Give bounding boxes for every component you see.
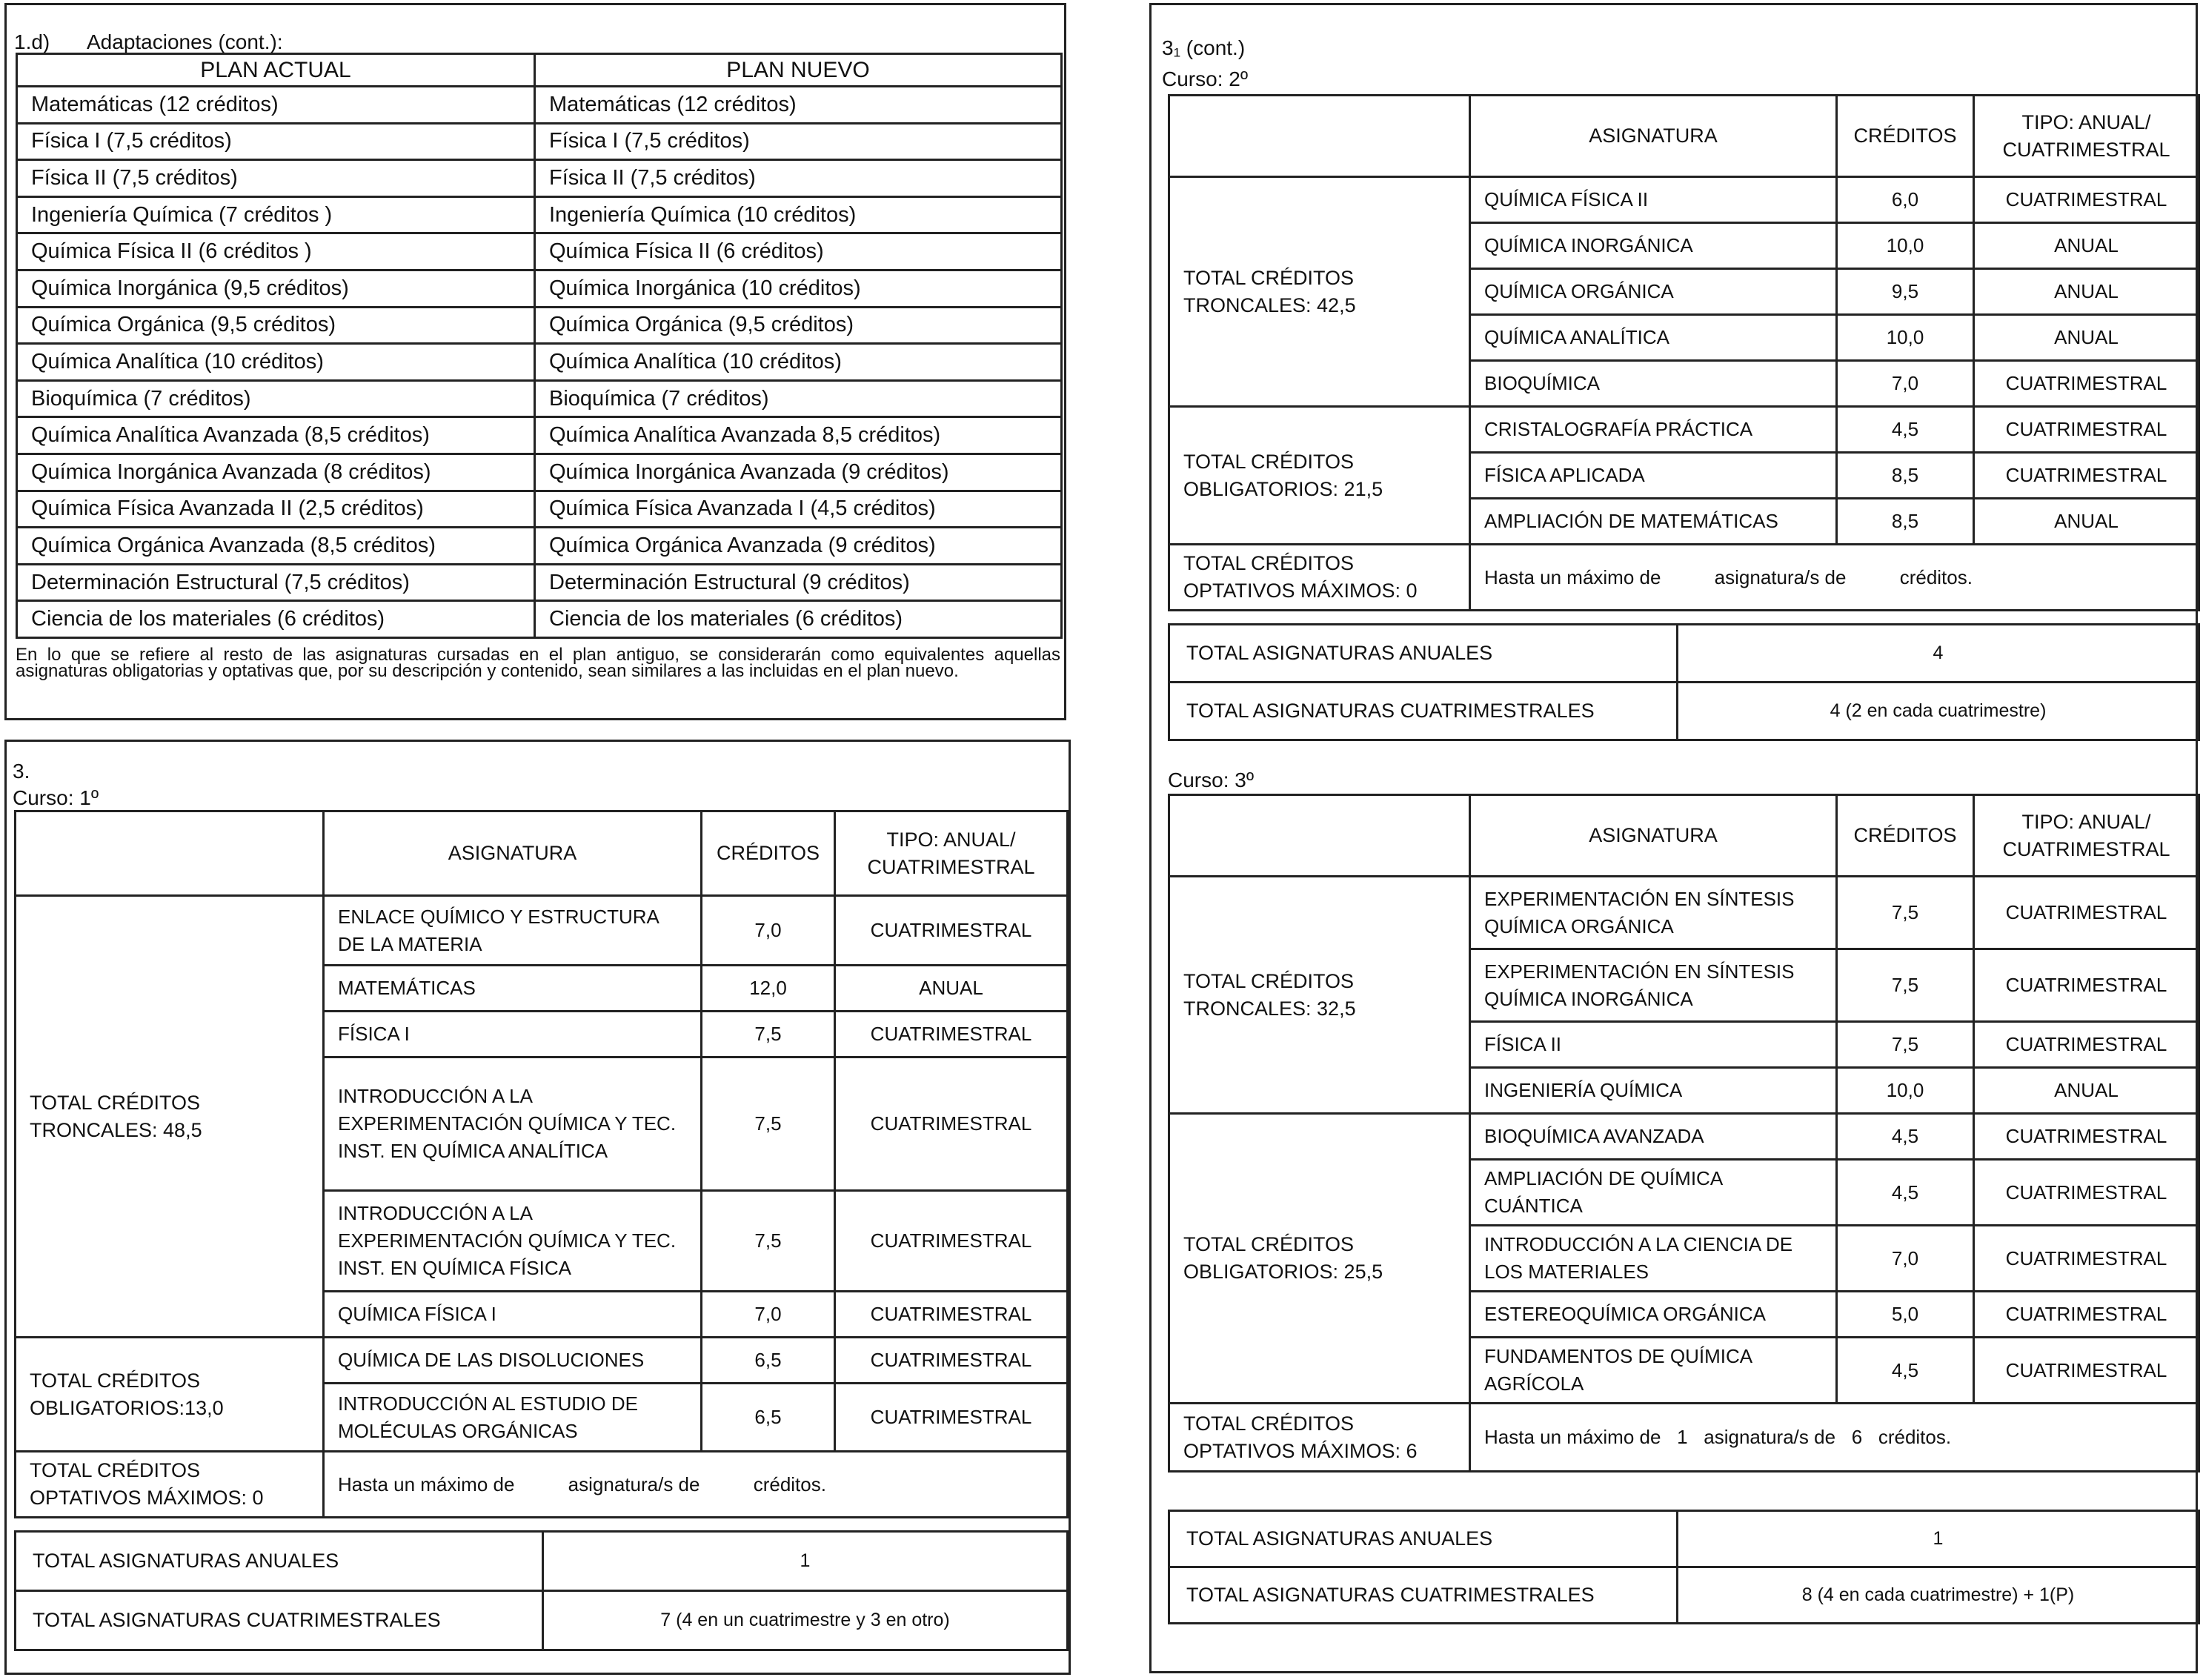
tipo-cell: ANUAL (1974, 269, 2199, 315)
asignatura-cell: INTRODUCCIÓN A LA CIENCIA DE LOS MATERIALES (1470, 1226, 1837, 1292)
curso2-troncales-label: TOTAL CRÉDITOS TRONCALES: 42,5 (1169, 177, 1470, 407)
tipo-cell: CUATRIMESTRAL (835, 1191, 1068, 1292)
creditos-cell: 7,0 (702, 1292, 835, 1338)
tipo-cell: ANUAL (1974, 223, 2199, 269)
curso3-optativos-row (1169, 1404, 2199, 1472)
plan-nuevo-cell: Química Inorgánica Avanzada (9 créditos) (535, 454, 1062, 491)
curso3-table (1168, 794, 2200, 1473)
adaptaciones-row (17, 601, 1062, 638)
creditos-cell: 4,5 (1837, 1160, 1974, 1226)
creditos-cell: 7,0 (1837, 1226, 1974, 1292)
curso1-cuatri-row (16, 1591, 1068, 1650)
adaptaciones-row (17, 123, 1062, 160)
curso1-optativos-label: TOTAL CRÉDITOS OPTATIVOS MÁXIMOS: 0 (16, 1452, 324, 1518)
asignatura-cell: FÍSICA II (1470, 1022, 1837, 1068)
asignatura-cell: INGENIERÍA QUÍMICA (1470, 1068, 1837, 1114)
plan-actual-cell: Química Inorgánica (9,5 créditos) (17, 270, 535, 307)
creditos-cell: 9,5 (1837, 269, 1974, 315)
asignatura-cell: EXPERIMENTACIÓN EN SÍNTESIS QUÍMICA INORGÁNICA (1470, 949, 1837, 1022)
adaptaciones-panel (4, 3, 1066, 720)
plan-actual-cell: Matemáticas (12 créditos) (17, 87, 535, 124)
creditos-cell: 7,5 (702, 1191, 835, 1292)
curso2-header-asignatura: ASIGNATURA (1470, 96, 1837, 177)
creditos-cell: 4,5 (1837, 1114, 1974, 1160)
curso2-anuales-value: 4 (1678, 625, 2199, 683)
plan-actual-cell: Ingeniería Química (7 créditos ) (17, 196, 535, 233)
curso2-header-creditos: CRÉDITOS (1837, 96, 1974, 177)
asignatura-cell: QUÍMICA FÍSICA I (324, 1292, 702, 1338)
creditos-cell: 6,0 (1837, 177, 1974, 223)
creditos-cell: 7,5 (1837, 949, 1974, 1022)
curso1-anuales-value: 1 (543, 1532, 1068, 1591)
tipo-cell: ANUAL (835, 966, 1068, 1012)
plan-nuevo-cell: Química Analítica (10 créditos) (535, 344, 1062, 381)
curso1-header-creditos: CRÉDITOS (702, 811, 835, 896)
curso1-obligatorios-row (16, 1338, 1068, 1384)
plan-nuevo-cell: Matemáticas (12 créditos) (535, 87, 1062, 124)
curso2-cuatri-label: TOTAL ASIGNATURAS CUATRIMESTRALES (1169, 683, 1678, 740)
tipo-cell: CUATRIMESTRAL (835, 1292, 1068, 1338)
curso1-curso: Curso: 1º (13, 786, 99, 809)
tipo-cell: ANUAL (1974, 1068, 2199, 1114)
plan-actual-cell: Determinación Estructural (7,5 créditos) (17, 564, 535, 601)
curso2-header-row (1169, 96, 2199, 177)
creditos-cell: 8,5 (1837, 499, 1974, 545)
asignatura-cell: CRISTALOGRAFÍA PRÁCTICA (1470, 407, 1837, 453)
creditos-cell: 7,5 (1837, 1022, 1974, 1068)
curso3-cuatri-value: 8 (4 en cada cuatrimestre) + 1(P) (1678, 1567, 2199, 1624)
curso2-cuatri-value: 4 (2 en cada cuatrimestre) (1678, 683, 2199, 740)
tipo-cell: CUATRIMESTRAL (835, 1338, 1068, 1384)
plan-actual-header: PLAN ACTUAL (17, 54, 535, 87)
plan-nuevo-cell: Química Física II (6 créditos) (535, 233, 1062, 270)
curso1-header-tipo: TIPO: ANUAL/ CUATRIMESTRAL (835, 811, 1068, 896)
adaptaciones-row (17, 196, 1062, 233)
adaptaciones-row (17, 270, 1062, 307)
creditos-cell: 10,0 (1837, 315, 1974, 361)
curso2-section: 3₁ (cont.) (1162, 36, 1246, 59)
curso3-header-creditos: CRÉDITOS (1837, 795, 1974, 877)
creditos-cell: 5,0 (1837, 1292, 1974, 1338)
curso1-panel (4, 740, 1071, 1675)
asignatura-cell: BIOQUÍMICA AVANZADA (1470, 1114, 1837, 1160)
curso2-header-blank (1169, 96, 1470, 177)
asignatura-cell: BIOQUÍMICA (1470, 361, 1837, 407)
asignatura-cell: EXPERIMENTACIÓN EN SÍNTESIS QUÍMICA ORGÁNICA (1470, 877, 1837, 949)
creditos-cell: 7,5 (702, 1012, 835, 1058)
curso2-optativos-row (1169, 545, 2199, 611)
asignatura-cell: INTRODUCCIÓN A LA EXPERIMENTACIÓN QUÍMICA Y TEC. INST. EN QUÍMICA ANALÍTICA (324, 1058, 702, 1191)
adaptaciones-note: En lo que se refiere al resto de las asignaturas cursadas en el plan antiguo, se considerarán como equivalentes aquellas asignaturas obligatorias y optativas que, por su descripción y contenido, sean similares a las incluidas en el plan nuevo. (16, 645, 1060, 681)
curso3-obligatorios-label: TOTAL CRÉDITOS OBLIGATORIOS: 25,5 (1169, 1114, 1470, 1404)
curso1-table (14, 810, 1069, 1518)
curso3-troncales-label: TOTAL CRÉDITOS TRONCALES: 32,5 (1169, 877, 1470, 1114)
curso2-3-panel (1149, 3, 2198, 1673)
tipo-cell: CUATRIMESTRAL (1974, 1160, 2199, 1226)
asignatura-cell: ENLACE QUÍMICO Y ESTRUCTURA DE LA MATERIA (324, 896, 702, 966)
curso1-optativos-text: Hasta un máximo de asignatura/s de créditos. (324, 1452, 1068, 1518)
curso3-anuales-row (1169, 1511, 2199, 1567)
asignatura-cell: QUÍMICA ANALÍTICA (1470, 315, 1837, 361)
plan-actual-cell: Química Analítica (10 créditos) (17, 344, 535, 381)
curso2-optativos-text: Hasta un máximo de asignatura/s de créditos. (1470, 545, 2199, 611)
adaptaciones-row (17, 417, 1062, 454)
creditos-cell: 7,0 (702, 896, 835, 966)
curso3-anuales-value: 1 (1678, 1511, 2199, 1567)
asignatura-cell: INTRODUCCIÓN A LA EXPERIMENTACIÓN QUÍMICA Y TEC. INST. EN QUÍMICA FÍSICA (324, 1191, 702, 1292)
plan-nuevo-cell: Física II (7,5 créditos) (535, 160, 1062, 197)
adaptaciones-label: 1.d) (14, 30, 50, 53)
asignatura-cell: QUÍMICA ORGÁNICA (1470, 269, 1837, 315)
curso3-anuales-label: TOTAL ASIGNATURAS ANUALES (1169, 1511, 1678, 1567)
tipo-cell: CUATRIMESTRAL (1974, 949, 2199, 1022)
creditos-cell: 7,5 (702, 1058, 835, 1191)
plan-actual-cell: Química Orgánica Avanzada (8,5 créditos) (17, 528, 535, 565)
tipo-cell: CUATRIMESTRAL (1974, 361, 2199, 407)
curso3-cuatri-label: TOTAL ASIGNATURAS CUATRIMESTRALES (1169, 1567, 1678, 1624)
curso2-anuales-label: TOTAL ASIGNATURAS ANUALES (1169, 625, 1678, 683)
curso3-cuatri-row (1169, 1567, 2199, 1624)
creditos-cell: 4,5 (1837, 407, 1974, 453)
adaptaciones-row (17, 233, 1062, 270)
asignatura-cell: ESTEREOQUÍMICA ORGÁNICA (1470, 1292, 1837, 1338)
plan-actual-cell: Ciencia de los materiales (6 créditos) (17, 601, 535, 638)
creditos-cell: 8,5 (1837, 453, 1974, 499)
adaptaciones-body (17, 87, 1062, 638)
curso2-anuales-row (1169, 625, 2199, 683)
curso3-obligatorios-row (1169, 1114, 2199, 1160)
creditos-cell: 12,0 (702, 966, 835, 1012)
adaptaciones-row (17, 528, 1062, 565)
asignatura-cell: AMPLIACIÓN DE MATEMÁTICAS (1470, 499, 1837, 545)
adaptaciones-row (17, 160, 1062, 197)
curso2-header-tipo: TIPO: ANUAL/ CUATRIMESTRAL (1974, 96, 2199, 177)
adaptaciones-header-row (17, 54, 1062, 87)
curso3-optativos-text: Hasta un máximo de 1 asignatura/s de 6 créditos. (1470, 1404, 2199, 1472)
tipo-cell: CUATRIMESTRAL (1974, 1114, 2199, 1160)
tipo-cell: CUATRIMESTRAL (835, 1058, 1068, 1191)
plan-actual-cell: Química Física II (6 créditos ) (17, 233, 535, 270)
adaptaciones-row (17, 491, 1062, 528)
tipo-cell: CUATRIMESTRAL (835, 1384, 1068, 1452)
curso3-header-tipo: TIPO: ANUAL/ CUATRIMESTRAL (1974, 795, 2199, 877)
adaptaciones-row (17, 87, 1062, 124)
curso2-curso: Curso: 2º (1162, 67, 1249, 90)
plan-actual-cell: Química Inorgánica Avanzada (8 créditos) (17, 454, 535, 491)
curso1-optativos-row (16, 1452, 1068, 1518)
curso1-anuales-label: TOTAL ASIGNATURAS ANUALES (16, 1532, 543, 1591)
tipo-cell: CUATRIMESTRAL (1974, 1226, 2199, 1292)
creditos-cell: 6,5 (702, 1384, 835, 1452)
curso3-optativos-label: TOTAL CRÉDITOS OPTATIVOS MÁXIMOS: 6 (1169, 1404, 1470, 1472)
plan-nuevo-cell: Química Inorgánica (10 créditos) (535, 270, 1062, 307)
plan-actual-cell: Física II (7,5 créditos) (17, 160, 535, 197)
curso1-header-row (16, 811, 1068, 896)
plan-nuevo-header: PLAN NUEVO (535, 54, 1062, 87)
asignatura-cell: MATEMÁTICAS (324, 966, 702, 1012)
creditos-cell: 7,5 (1837, 877, 1974, 949)
curso3-totals-table (1168, 1510, 2200, 1624)
plan-actual-cell: Química Orgánica (9,5 créditos) (17, 307, 535, 344)
curso3-curso: Curso: 3º (1168, 768, 1255, 791)
curso2-totals-table (1168, 623, 2200, 741)
plan-nuevo-cell: Determinación Estructural (9 créditos) (535, 564, 1062, 601)
asignatura-cell: FUNDAMENTOS DE QUÍMICA AGRÍCOLA (1470, 1338, 1837, 1404)
adaptaciones-row (17, 564, 1062, 601)
curso3-header-blank (1169, 795, 1470, 877)
curso1-header-asignatura: ASIGNATURA (324, 811, 702, 896)
plan-nuevo-cell: Química Física Avanzada I (4,5 créditos) (535, 491, 1062, 528)
creditos-cell: 4,5 (1837, 1338, 1974, 1404)
adaptaciones-row (17, 454, 1062, 491)
tipo-cell: CUATRIMESTRAL (1974, 1022, 2199, 1068)
tipo-cell: CUATRIMESTRAL (835, 896, 1068, 966)
tipo-cell: ANUAL (1974, 499, 2199, 545)
curso3-troncales-row (1169, 877, 2199, 949)
curso1-totals-table (14, 1530, 1069, 1651)
curso1-header-blank (16, 811, 324, 896)
plan-nuevo-cell: Ingeniería Química (10 créditos) (535, 196, 1062, 233)
curso1-cuatri-label: TOTAL ASIGNATURAS CUATRIMESTRALES (16, 1591, 543, 1650)
tipo-cell: CUATRIMESTRAL (1974, 407, 2199, 453)
curso2-cuatri-row (1169, 683, 2199, 740)
tipo-cell: CUATRIMESTRAL (1974, 177, 2199, 223)
curso1-troncales-row (16, 896, 1068, 966)
curso2-optativos-label: TOTAL CRÉDITOS OPTATIVOS MÁXIMOS: 0 (1169, 545, 1470, 611)
tipo-cell: CUATRIMESTRAL (1974, 453, 2199, 499)
asignatura-cell: INTRODUCCIÓN AL ESTUDIO DE MOLÉCULAS ORGÁNICAS (324, 1384, 702, 1452)
adaptaciones-row (17, 380, 1062, 417)
tipo-cell: CUATRIMESTRAL (1974, 1338, 2199, 1404)
asignatura-cell: QUÍMICA INORGÁNICA (1470, 223, 1837, 269)
plan-nuevo-cell: Física I (7,5 créditos) (535, 123, 1062, 160)
asignatura-cell: AMPLIACIÓN DE QUÍMICA CUÁNTICA (1470, 1160, 1837, 1226)
curso2-table (1168, 94, 2200, 611)
curso2-obligatorios-label: TOTAL CRÉDITOS OBLIGATORIOS: 21,5 (1169, 407, 1470, 545)
adaptaciones-row (17, 344, 1062, 381)
plan-actual-cell: Bioquímica (7 créditos) (17, 380, 535, 417)
adaptaciones-row (17, 307, 1062, 344)
tipo-cell: CUATRIMESTRAL (1974, 1292, 2199, 1338)
tipo-cell: ANUAL (1974, 315, 2199, 361)
curso1-anuales-row (16, 1532, 1068, 1591)
plan-nuevo-cell: Bioquímica (7 créditos) (535, 380, 1062, 417)
creditos-cell: 10,0 (1837, 223, 1974, 269)
plan-nuevo-cell: Química Orgánica (9,5 créditos) (535, 307, 1062, 344)
curso2-troncales-row (1169, 177, 2199, 223)
tipo-cell: CUATRIMESTRAL (1974, 877, 2199, 949)
plan-actual-cell: Química Analítica Avanzada (8,5 créditos) (17, 417, 535, 454)
curso1-section: 3. (13, 760, 30, 783)
curso1-obligatorios-label: TOTAL CRÉDITOS OBLIGATORIOS:13,0 (16, 1338, 324, 1452)
curso1-cuatri-value: 7 (4 en un cuatrimestre y 3 en otro) (543, 1591, 1068, 1650)
asignatura-cell: FÍSICA I (324, 1012, 702, 1058)
asignatura-cell: FÍSICA APLICADA (1470, 453, 1837, 499)
plan-nuevo-cell: Ciencia de los materiales (6 créditos) (535, 601, 1062, 638)
asignatura-cell: QUÍMICA DE LAS DISOLUCIONES (324, 1338, 702, 1384)
curso3-header-asignatura: ASIGNATURA (1470, 795, 1837, 877)
tipo-cell: CUATRIMESTRAL (835, 1012, 1068, 1058)
curso3-header-row (1169, 795, 2199, 877)
adaptaciones-title: Adaptaciones (cont.): (87, 30, 283, 53)
plan-actual-cell: Física I (7,5 créditos) (17, 123, 535, 160)
creditos-cell: 10,0 (1837, 1068, 1974, 1114)
plan-nuevo-cell: Química Analítica Avanzada 8,5 créditos) (535, 417, 1062, 454)
creditos-cell: 6,5 (702, 1338, 835, 1384)
curso1-troncales-label: TOTAL CRÉDITOS TRONCALES: 48,5 (16, 896, 324, 1338)
asignatura-cell: QUÍMICA FÍSICA II (1470, 177, 1837, 223)
plan-nuevo-cell: Química Orgánica Avanzada (9 créditos) (535, 528, 1062, 565)
adaptaciones-table (16, 53, 1063, 639)
plan-actual-cell: Química Física Avanzada II (2,5 créditos) (17, 491, 535, 528)
curso2-obligatorios-row (1169, 407, 2199, 453)
creditos-cell: 7,0 (1837, 361, 1974, 407)
